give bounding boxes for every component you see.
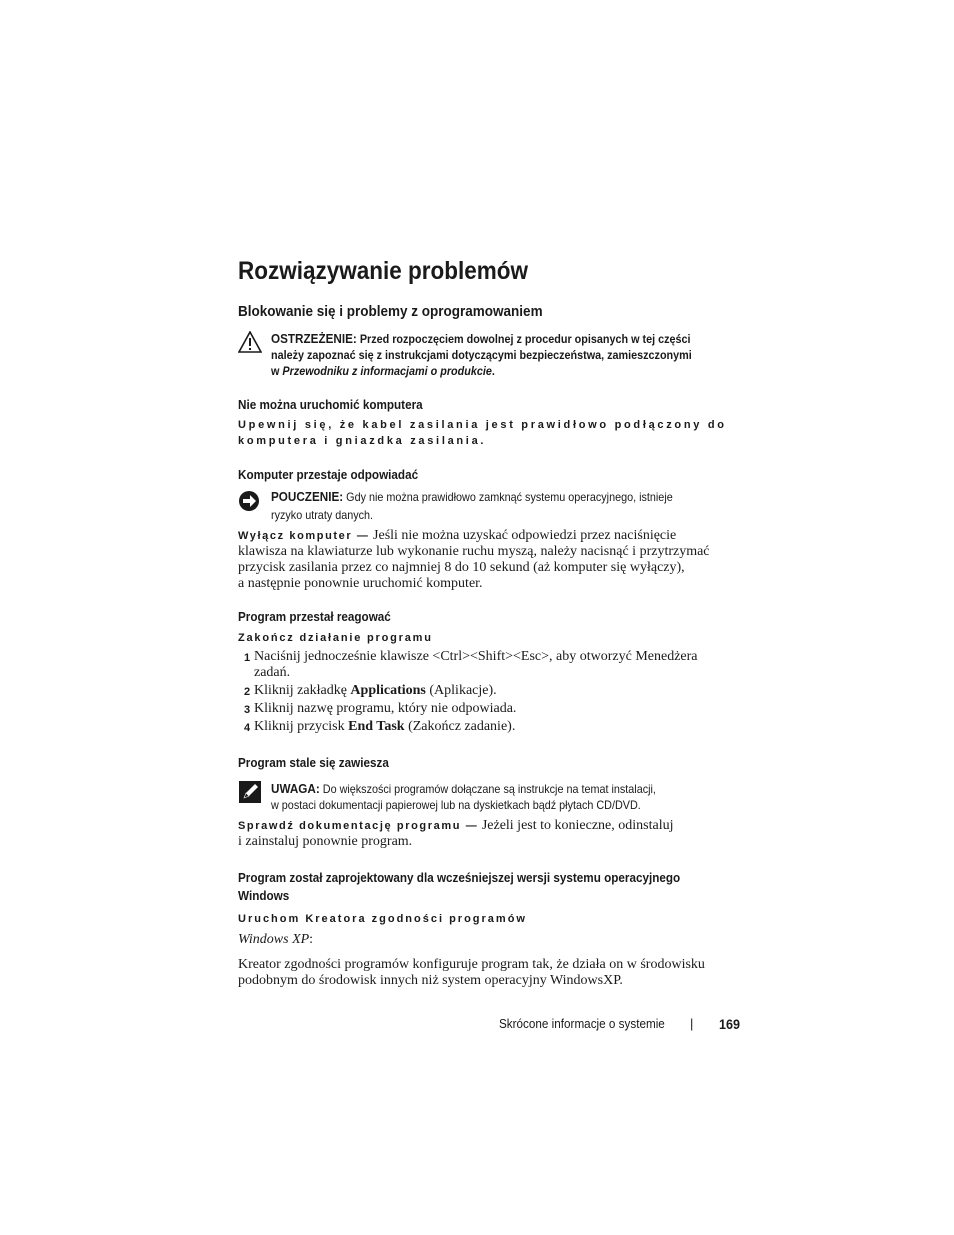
turn-off-paragraph: Wyłącz komputer — Jeśli nie można uzyskać odpowiedzi przez naciśnięcie klawisza na klawiaturze lub wykonanie ruchu myszą, należy nacisnąć i przytrzymać przycisk zasilania przez co najmniej 8 do 10 sekund (aż komputer się wyłączy), a następnie ponownie uruchomić komputer. bbox=[238, 528, 710, 591]
footer-section-title: Skrócone informacje o systemie bbox=[499, 1016, 665, 1031]
page-number: 169 bbox=[719, 1016, 741, 1032]
instruction-compatibility-wizard: Uruchom Kreatora zgodności programów bbox=[238, 913, 527, 925]
subsection-heading-keeps-hanging: Program stale się zawiesza bbox=[238, 755, 389, 770]
turn-off-label: Wyłącz komputer — bbox=[238, 530, 370, 542]
subsection-heading-earlier-windows: Program został zaprojektowany dla wcześniejszej wersji systemu operacyjnego Windows bbox=[238, 870, 681, 903]
compatibility-wizard-paragraph: Kreator zgodności programów konfiguruje program tak, że działa on w środowisku podobnym do środowisk innych niż system operacyjny WindowsXP. bbox=[238, 957, 705, 988]
footer-separator: | bbox=[690, 1016, 694, 1031]
instruction-end-program: Zakończ działanie programu bbox=[238, 632, 433, 644]
subsection-heading-stops-responding: Komputer przestaje odpowiadać bbox=[238, 467, 419, 482]
check-documentation-paragraph: Sprawdź dokumentację programu — Jeżeli jest to konieczne, odinstaluj i zainstaluj ponownie program. bbox=[238, 818, 674, 849]
subsection-heading-wont-start: Nie można uruchomić komputera bbox=[238, 397, 423, 412]
check-documentation-label: Sprawdź dokumentację programu — bbox=[238, 820, 479, 832]
warning-label: OSTRZEŻENIE: bbox=[271, 331, 357, 346]
page-title: Rozwiązywanie problemów bbox=[238, 257, 529, 285]
instruction-check-power: Upewnij się, że kabel zasilania jest prawidłowo podłączony do bbox=[238, 419, 727, 431]
warning-text: OSTRZEŻENIE: Przed rozpoczęciem dowolnej z procedur opisanych w tej części bbox=[271, 331, 691, 346]
notice-arrow-icon bbox=[238, 490, 262, 514]
note-text: UWAGA: Do większości programów dołączane są instrukcje na temat instalacji, bbox=[271, 781, 656, 796]
section-heading-freezes: Blokowanie się i problemy z oprogramowaniem bbox=[238, 303, 543, 320]
subsection-heading-not-responding: Program przestał reagować bbox=[238, 609, 391, 624]
note-pencil-icon bbox=[238, 780, 262, 804]
note-label: UWAGA: bbox=[271, 781, 320, 796]
notice-text: POUCZENIE: Gdy nie można prawidłowo zamknąć systemu operacyjnego, istnieje bbox=[271, 489, 673, 504]
notice-label: POUCZENIE: bbox=[271, 489, 344, 504]
warning-icon bbox=[238, 331, 262, 355]
os-label: Windows XP: bbox=[238, 932, 314, 947]
